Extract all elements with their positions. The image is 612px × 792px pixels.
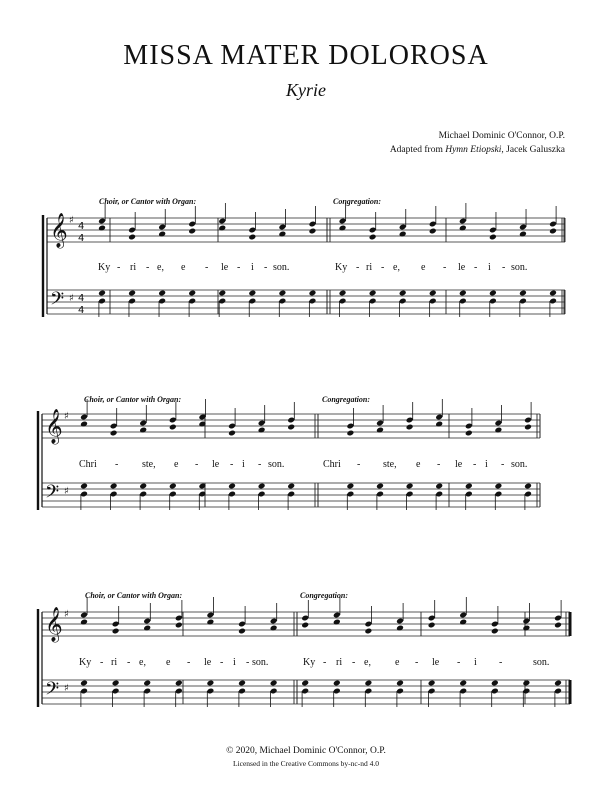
lyric-hyphen: - <box>230 459 234 470</box>
time-signature-top: 4 <box>78 221 85 232</box>
notehead <box>143 625 151 632</box>
notehead <box>139 483 147 490</box>
notehead <box>248 234 256 241</box>
lyric-syllable: le <box>432 657 440 668</box>
notehead <box>399 231 407 238</box>
notehead <box>494 483 502 490</box>
lyric-syllable: Ky <box>303 657 316 668</box>
lyric-hyphen: - <box>146 262 150 273</box>
notehead <box>218 290 226 297</box>
notehead <box>110 483 118 490</box>
choir-label: Choir, or Cantor with Organ: <box>84 395 182 404</box>
notehead <box>428 680 436 687</box>
notehead <box>218 225 226 232</box>
lyric-hyphen: - <box>115 459 119 470</box>
notehead <box>139 427 147 434</box>
notehead <box>376 427 384 434</box>
notehead <box>524 424 532 431</box>
sharp-icon: ♯ <box>64 609 69 620</box>
lyric-syllable: i <box>251 262 254 273</box>
lyric-syllable: son. <box>511 459 528 470</box>
lyric-syllable: ri <box>130 262 137 273</box>
lyric-syllable: e <box>166 657 171 668</box>
notehead <box>206 680 214 687</box>
notehead <box>459 619 467 626</box>
lyric-hyphen: - <box>357 459 361 470</box>
notehead <box>238 680 246 687</box>
notehead <box>80 680 88 687</box>
adaptation-credit: Adapted from Hymn Etiopski, Jacek Galuszka <box>389 145 565 155</box>
lyric-syllable: ste, <box>142 459 156 470</box>
notehead <box>519 290 527 297</box>
notehead <box>494 427 502 434</box>
lyric-syllable: e, <box>393 262 400 273</box>
sharp-icon: ♯ <box>64 486 69 497</box>
notehead <box>346 483 354 490</box>
sharp-icon: ♯ <box>64 411 69 422</box>
lyric-hyphen: - <box>501 459 505 470</box>
notehead <box>339 290 347 297</box>
notehead <box>364 628 372 635</box>
lyric-hyphen: - <box>187 657 191 668</box>
treble-clef-icon: 𝄞 <box>45 607 63 642</box>
lyric-hyphen: - <box>381 262 385 273</box>
lyric-hyphen: - <box>499 657 503 668</box>
lyric-hyphen: - <box>117 262 121 273</box>
notehead <box>369 234 377 241</box>
lyric-syllable: i <box>474 657 477 668</box>
lyric-syllable: son. <box>511 262 528 273</box>
lyric-hyphen: - <box>457 657 461 668</box>
lyric-hyphen: - <box>264 262 268 273</box>
notehead <box>278 231 286 238</box>
lyric-syllable: le <box>212 459 220 470</box>
treble-clef-icon: 𝄞 <box>45 409 63 444</box>
notehead <box>522 625 530 632</box>
notehead <box>522 680 530 687</box>
notehead <box>128 290 136 297</box>
page-title: MISSA MATER DOLOROSA <box>123 40 489 71</box>
lyric-syllable: le <box>204 657 212 668</box>
lyric-syllable: ri <box>366 262 373 273</box>
notehead <box>429 228 437 235</box>
notehead <box>339 225 347 232</box>
notehead <box>346 430 354 437</box>
notehead <box>301 622 309 629</box>
lyric-hyphen: - <box>220 657 224 668</box>
notehead <box>435 421 443 428</box>
lyric-hyphen: - <box>195 459 199 470</box>
congregation-label: Congregation: <box>333 197 382 206</box>
adapted-source: Hymn Etiopski <box>445 145 502 155</box>
lyric-hyphen: - <box>258 459 262 470</box>
time-signature-bottom: 4 <box>78 305 85 316</box>
lyric-syllable: le <box>458 262 466 273</box>
lyric-hyphen: - <box>127 657 131 668</box>
lyric-syllable: Chri <box>79 459 97 470</box>
notehead <box>333 680 341 687</box>
notehead <box>169 424 177 431</box>
notehead <box>98 225 106 232</box>
lyric-syllable: e <box>181 262 186 273</box>
lyric-syllable: i <box>233 657 236 668</box>
notehead <box>489 234 497 241</box>
notehead <box>278 290 286 297</box>
notehead <box>491 680 499 687</box>
lyric-syllable: le <box>455 459 463 470</box>
notehead <box>80 421 88 428</box>
choir-label: Choir, or Cantor with Organ: <box>85 591 183 600</box>
lyric-syllable: e, <box>157 262 164 273</box>
notehead <box>519 231 527 238</box>
lyric-hyphen: - <box>352 657 356 668</box>
congregation-label: Congregation: <box>300 591 349 600</box>
lyric-hyphen: - <box>205 262 209 273</box>
lyric-hyphen: - <box>246 657 250 668</box>
notehead <box>301 680 309 687</box>
lyric-hyphen: - <box>474 262 478 273</box>
lyric-syllable: e, <box>364 657 371 668</box>
notehead <box>406 483 414 490</box>
adapted-author: Jacek Galuszka <box>506 145 565 155</box>
notehead <box>428 622 436 629</box>
notehead <box>270 680 278 687</box>
lyric-syllable: son. <box>252 657 269 668</box>
notehead <box>554 680 562 687</box>
lyric-hyphen: - <box>415 657 419 668</box>
notehead <box>369 290 377 297</box>
notehead <box>188 228 196 235</box>
lyric-syllable: ri <box>336 657 343 668</box>
notehead <box>158 231 166 238</box>
treble-clef-icon: 𝄞 <box>50 213 68 248</box>
lyric-hyphen: - <box>323 657 327 668</box>
lyric-hyphen: - <box>237 262 241 273</box>
notehead <box>549 228 557 235</box>
sharp-icon: ♯ <box>64 683 69 694</box>
notehead <box>396 680 404 687</box>
lyric-syllable: Chri <box>323 459 341 470</box>
notehead <box>270 625 278 632</box>
movement-subtitle: Kyrie <box>286 80 326 100</box>
lyric-syllable: ri <box>111 657 118 668</box>
lyric-hyphen: - <box>437 459 441 470</box>
lyric-syllable: e <box>174 459 179 470</box>
time-signature-top: 4 <box>78 293 85 304</box>
notehead <box>396 625 404 632</box>
notehead <box>399 290 407 297</box>
bass-clef-icon: 𝄢 <box>45 679 60 704</box>
notehead <box>554 622 562 629</box>
lyric-syllable: i <box>488 262 491 273</box>
notehead <box>491 628 499 635</box>
notehead <box>376 483 384 490</box>
notehead <box>429 290 437 297</box>
notehead <box>112 628 120 635</box>
adapted-prefix: Adapted from <box>389 145 443 155</box>
lyric-syllable: i <box>485 459 488 470</box>
notehead <box>175 680 183 687</box>
lyric-syllable: Ky <box>79 657 92 668</box>
lyric-syllable: ste, <box>383 459 397 470</box>
lyric-syllable: e <box>395 657 400 668</box>
notehead <box>169 483 177 490</box>
notehead <box>143 680 151 687</box>
lyric-syllable: le <box>221 262 229 273</box>
notehead <box>459 290 467 297</box>
score-systems <box>38 203 570 707</box>
notehead <box>228 483 236 490</box>
notehead <box>158 290 166 297</box>
lyric-syllable: e <box>421 262 426 273</box>
lyric-hyphen: - <box>473 459 477 470</box>
choir-label: Choir, or Cantor with Organ: <box>99 197 197 206</box>
notehead <box>524 483 532 490</box>
notehead <box>258 483 266 490</box>
notehead <box>364 680 372 687</box>
notehead <box>188 290 196 297</box>
lyric-hyphen: - <box>443 262 447 273</box>
notehead <box>333 619 341 626</box>
notehead <box>489 290 497 297</box>
notehead <box>287 424 295 431</box>
notehead <box>80 619 88 626</box>
sharp-icon: ♯ <box>69 215 74 226</box>
notehead <box>128 234 136 241</box>
lyric-hyphen: - <box>100 657 104 668</box>
notehead <box>80 483 88 490</box>
congregation-label: Congregation: <box>322 395 371 404</box>
notehead <box>549 290 557 297</box>
notehead <box>110 430 118 437</box>
notehead <box>406 424 414 431</box>
copyright-notice: © 2020, Michael Dominic O'Connor, O.P. <box>226 746 386 756</box>
bass-clef-icon: 𝄢 <box>45 482 60 507</box>
notehead <box>228 430 236 437</box>
license-notice: Licensed in the Creative Commons by-nc-nd 4.0 <box>232 759 379 768</box>
notehead <box>459 225 467 232</box>
lyric-syllable: son. <box>273 262 290 273</box>
notehead <box>206 619 214 626</box>
lyric-syllable: e, <box>139 657 146 668</box>
notehead <box>309 290 317 297</box>
notehead <box>465 430 473 437</box>
notehead <box>459 680 467 687</box>
lyric-syllable: son. <box>268 459 285 470</box>
notehead <box>258 427 266 434</box>
lyric-syllable: Ky <box>98 262 111 273</box>
notehead <box>248 290 256 297</box>
notehead <box>465 483 473 490</box>
bass-clef-icon: 𝄢 <box>50 289 65 314</box>
lyric-syllable: son. <box>533 657 550 668</box>
notehead <box>287 483 295 490</box>
composer-credit: Michael Dominic O'Connor, O.P. <box>438 131 565 141</box>
lyric-syllable: i <box>242 459 245 470</box>
notehead <box>309 228 317 235</box>
lyric-hyphen: - <box>356 262 360 273</box>
notehead <box>175 622 183 629</box>
lyric-syllable: Ky <box>335 262 348 273</box>
time-signature-bottom: 4 <box>78 233 85 244</box>
notehead <box>112 680 120 687</box>
notehead <box>435 483 443 490</box>
lyric-syllable: e <box>416 459 421 470</box>
lyric-hyphen: - <box>502 262 506 273</box>
sharp-icon: ♯ <box>69 293 74 304</box>
notehead <box>238 628 246 635</box>
notehead <box>98 290 106 297</box>
